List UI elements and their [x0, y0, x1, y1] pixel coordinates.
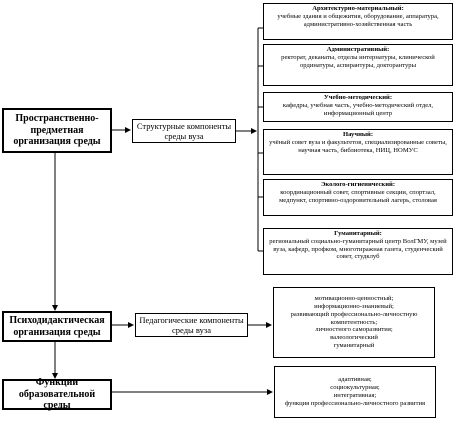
list-item: информационно-знаниевый;	[314, 303, 394, 311]
component-title: Учебно-методический:	[323, 94, 393, 101]
component-box-educational	[263, 92, 453, 122]
component-text: региональный социально-гуманитарный центр ВолГМУ, музей вуза, кафедр, профком, многотиражная газета, студенческий совет, студклуб	[269, 237, 447, 261]
functions-list	[274, 366, 436, 418]
education-functions-label: Функции образовательной среды	[18, 376, 96, 412]
component-text: ректорат, деканаты, отделы интернатуры, клинической ординатуры, аспирантуры, докторантуры	[281, 53, 435, 69]
list-item: функция профессионально-личностного развития	[284, 399, 426, 407]
list-item: мотивационно-ценностный;	[314, 295, 394, 303]
education-functions-box	[2, 376, 112, 412]
list-item: адаптивная;	[338, 376, 372, 384]
structural-components-box	[132, 119, 236, 143]
component-title: Научный:	[342, 131, 374, 138]
component-title: Эколого-гигиенический:	[320, 181, 396, 188]
component-box-humanitarian	[263, 228, 453, 275]
psychodidactic-organization-label: Психодидактическая организация среды	[9, 314, 105, 338]
component-text: координационный совет, спортивные секции, спортзал, медпункт, спортивно-оздоровительный лагерь, столовая	[279, 188, 437, 204]
component-box-administrative	[263, 44, 453, 86]
psychodidactic-organization-box	[2, 311, 112, 342]
pedagogical-components-box	[135, 313, 248, 337]
component-box-architectural	[263, 3, 453, 40]
list-item: гуманитарный	[333, 341, 375, 349]
pedagogical-components-list	[273, 287, 435, 358]
list-item: интегративная;	[333, 392, 377, 399]
list-item: валеологический	[330, 334, 378, 342]
list-item: личностного саморазвития;	[315, 326, 393, 334]
spatial-organization-label: Пространственно-предметная организация среды	[13, 112, 101, 148]
component-title: Архитектурно-материальный:	[312, 5, 404, 12]
component-text: учебные здания и общежития, оборудование, аппаратура, административно-хозяйственная часть	[277, 12, 439, 28]
list-item: развивающий профессионально-личностную компетентность;	[290, 310, 418, 326]
structural-components-label: Структурные компоненты среды вуза	[136, 120, 232, 141]
component-text: кафедры, учебная часть, учебно-методический отдел, информационный центр	[282, 101, 434, 117]
list-item: социокультурная;	[330, 384, 380, 392]
component-text: учёный совет вуза и факультетов, специализированные советы, научная часть, библиотека, НИЦ, НОМУС	[269, 138, 447, 154]
spatial-organization-box	[2, 108, 112, 153]
component-title: Гуманитарный:	[334, 230, 382, 237]
component-title: Административный:	[326, 46, 390, 53]
pedagogical-components-label: Педагогические компоненты среды вуза	[139, 314, 244, 335]
component-box-scientific	[263, 129, 453, 175]
component-box-ecological	[263, 179, 453, 216]
